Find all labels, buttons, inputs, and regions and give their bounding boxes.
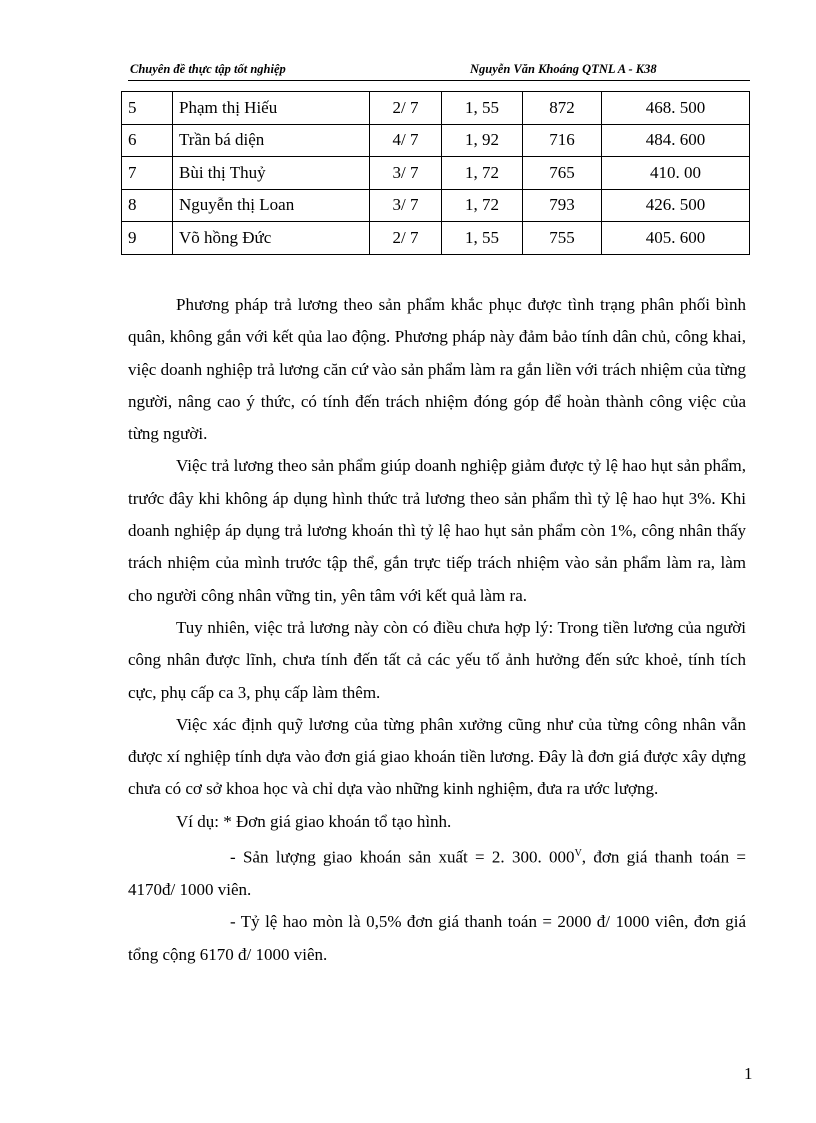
paragraph: Việc trả lương theo sản phẩm giúp doanh nghiệp giảm được tỷ lệ hao hụt sản phẩm, trước đây khi không áp dụng hình thức trả lương theo sản phẩm thì tỷ lệ hao hụt 3%. Khi doanh nghiệp áp dụng trả lương khoán thì tỷ lệ hao hụt sản phẩm còn 1%, công nhân thấy trách nhiệm của mình trước tập thể, gắn trực tiếp trách nhiệm vào sản phẩm làm ra, làm cho người công nhân vững tin, yên tâm với kết quả làm ra. bbox=[128, 456, 746, 605]
header-left: Chuyên đề thực tập tốt nghiệp bbox=[130, 62, 286, 76]
table-row bbox=[122, 222, 750, 255]
cell-quantity: 872 bbox=[523, 92, 602, 125]
cell-name: Nguyễn thị Loan bbox=[173, 189, 370, 222]
cell-grade: 2/ 7 bbox=[370, 222, 442, 255]
output-text-rest: , đơn giá thanh toán = 4170đ/ 1000 viên. bbox=[128, 847, 746, 899]
output-text: - Sản lượng giao khoán sản xuất = 2. 300. 000 bbox=[230, 847, 575, 867]
cell-name: Trần bá diện bbox=[173, 124, 370, 157]
cell-coefficient: 1, 55 bbox=[442, 222, 523, 255]
page-number: 1 bbox=[744, 1064, 753, 1083]
example-item-wear: - Tỷ lệ hao mòn là 0,5% đơn giá thanh toán = 2000 đ/ 1000 viên, đơn giá tổng cộng 6170 đ/ 1000 viên. bbox=[128, 912, 746, 964]
cell-stt: 9 bbox=[122, 222, 173, 255]
cell-stt: 8 bbox=[122, 189, 173, 222]
table-row bbox=[122, 189, 750, 222]
table-row bbox=[122, 92, 750, 125]
cell-grade: 3/ 7 bbox=[370, 189, 442, 222]
cell-quantity: 755 bbox=[523, 222, 602, 255]
cell-quantity: 793 bbox=[523, 189, 602, 222]
cell-wage: 405. 600 bbox=[602, 222, 750, 255]
document-body bbox=[128, 289, 746, 971]
cell-coefficient: 1, 72 bbox=[442, 157, 523, 190]
cell-stt: 6 bbox=[122, 124, 173, 157]
cell-grade: 3/ 7 bbox=[370, 157, 442, 190]
cell-grade: 4/ 7 bbox=[370, 124, 442, 157]
header-right: Nguyễn Văn Khoáng QTNL A - K38 bbox=[470, 62, 657, 76]
example-heading: Ví dụ: * Đơn giá giao khoán tổ tạo hình. bbox=[176, 811, 452, 831]
salary-table bbox=[121, 91, 750, 255]
cell-wage: 484. 600 bbox=[602, 124, 750, 157]
cell-wage: 410. 00 bbox=[602, 157, 750, 190]
cell-name: Võ hồng Đức bbox=[173, 222, 370, 255]
paragraph: Tuy nhiên, việc trả lương này còn có điều chưa hợp lý: Trong tiền lương của người công nhân được lĩnh, chưa tính đến tất cả các yếu tố ảnh hưởng đến sức khoẻ, tính tích cực, phụ cấp ca 3, phụ cấp làm thêm. bbox=[128, 617, 746, 702]
table-row bbox=[122, 157, 750, 190]
table-row bbox=[122, 124, 750, 157]
cell-stt: 7 bbox=[122, 157, 173, 190]
cell-name: Bùi thị Thuỷ bbox=[173, 157, 370, 190]
paragraph: Phương pháp trả lương theo sản phẩm khắc phục được tình trạng phân phối bình quân, không gắn với kết qủa lao động. Phương pháp này đảm bảo tính dân chủ, công khai, việc doanh nghiệp trả lương căn cứ vào sản phẩm làm ra gắn liền với trách nhiệm của từng người, nâng cao ý thức, có tính đến trách nhiệm đóng góp để hoàn thành công việc của từng người. bbox=[128, 295, 746, 444]
cell-stt: 5 bbox=[122, 92, 173, 125]
cell-quantity: 716 bbox=[523, 124, 602, 157]
cell-quantity: 765 bbox=[523, 157, 602, 190]
unit-superscript: V bbox=[574, 848, 582, 860]
page-header bbox=[128, 62, 750, 81]
example-item-output bbox=[128, 838, 746, 906]
cell-wage: 426. 500 bbox=[602, 189, 750, 222]
cell-coefficient: 1, 55 bbox=[442, 92, 523, 125]
cell-name: Phạm thị Hiếu bbox=[173, 92, 370, 125]
paragraph: Việc xác định quỹ lương của từng phân xưởng cũng như của từng công nhân vẫn được xí nghiệp tính dựa vào đơn giá giao khoán tiền lương. Đây là đơn giá được xây dựng chưa có cơ sở khoa học và chỉ dựa vào những kinh nghiệm, đưa ra ước lượng. bbox=[128, 714, 746, 799]
cell-coefficient: 1, 72 bbox=[442, 189, 523, 222]
cell-coefficient: 1, 92 bbox=[442, 124, 523, 157]
cell-wage: 468. 500 bbox=[602, 92, 750, 125]
cell-grade: 2/ 7 bbox=[370, 92, 442, 125]
